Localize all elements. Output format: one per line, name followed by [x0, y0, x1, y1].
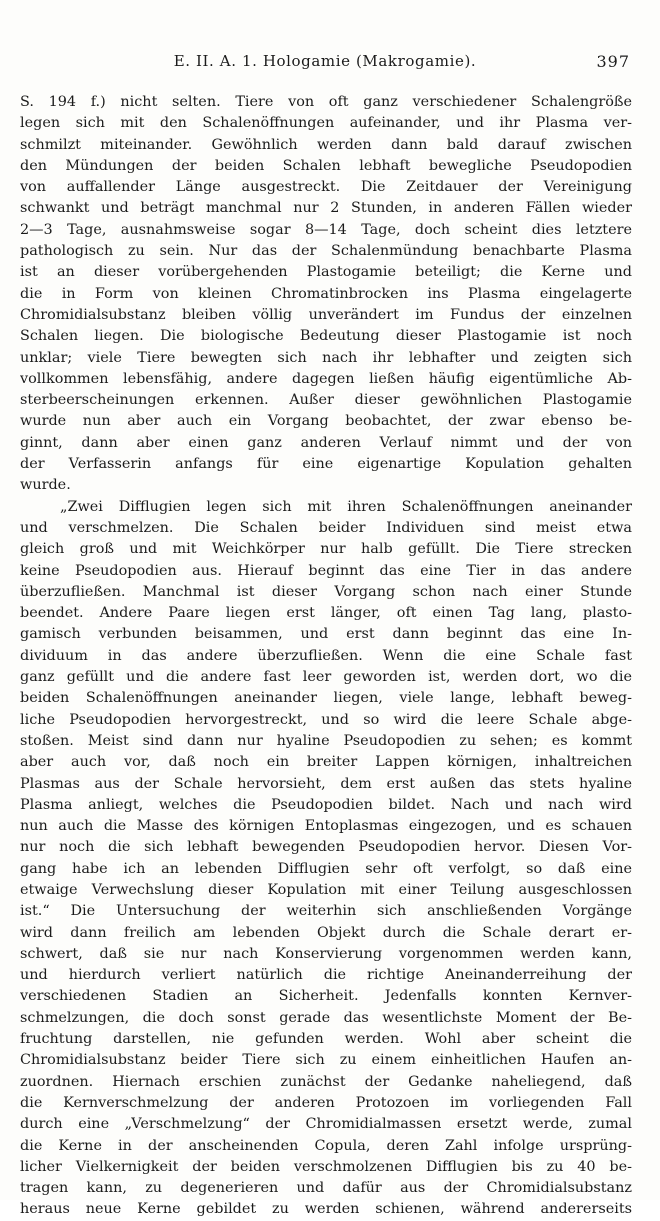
text-line: wurde nun aber auch ein Vorgang beobachtet, der zwar ebenso be- [20, 413, 632, 430]
text-line: heraus neue Kerne gebildet zu werden schienen, während andererseits [20, 1201, 632, 1218]
page-number: 397 [596, 52, 630, 71]
text-line: unklar; viele Tiere bewegten sich nach ihr lebhafter und zeigten sich [20, 349, 632, 366]
text-line: durch eine „Verschmelzung“ der Chromidialmassen ersetzt werde, zumal [20, 1116, 632, 1133]
running-title: E. II. A. 1. Hologamie (Makrogamie). [173, 52, 477, 70]
text-line: liche Pseudopodien hervorgestreckt, und so wird die leere Schale abge- [20, 711, 632, 728]
text-line: S. 194 f.) nicht selten. Tiere von oft ganz verschiedener Schalengröße [20, 94, 632, 110]
text-line: stoßen. Meist sind dann nur hyaline Pseudopodien zu sehen; es kommt [20, 732, 632, 749]
text-line: die in Form von kleinen Chromatinbrocken ins Plasma eingelagerte [20, 285, 632, 302]
text-line: licher Vielkernigkeit der beiden verschmolzenen Difflugien bis zu 40 be- [20, 1158, 632, 1175]
text-line: legen sich mit den Schalenöffnungen aufeinander, und ihr Plasma ver- [20, 115, 632, 132]
text-line: ginnt, dann aber einen ganz anderen Verlauf nimmt und der von [20, 434, 632, 451]
text-line: und hierdurch verliert natürlich die richtige Aneinanderreihung der [20, 967, 632, 984]
text-line: verschiedenen Stadien an Sicherheit. Jedenfalls konnten Kernver- [20, 988, 632, 1005]
text-line: Schalen liegen. Die biologische Bedeutung dieser Plastogamie ist noch [20, 328, 632, 345]
page-header [20, 52, 630, 76]
text-line: schwert, daß sie nur nach Konservierung vorgenommen werden kann, [20, 945, 632, 962]
text-line: die Kernverschmelzung der anderen Protozoen im vorliegenden Fall [20, 1094, 632, 1111]
text-line: Chromidialsubstanz bleiben völlig unverändert im Fundus der einzelnen [20, 306, 632, 323]
text-line: gamisch verbunden beisammen, und erst dann beginnt das eine In- [20, 626, 632, 643]
text-line: gleich groß und mit Weichkörper nur halb gefüllt. Die Tiere strecken [20, 541, 632, 558]
text-line: schwankt und beträgt manchmal nur 2 Stunden, in anderen Fällen wieder [20, 200, 632, 217]
text-line: schmelzungen, die doch sonst gerade das wesentlichste Moment der Be- [20, 1009, 632, 1026]
text-line: keine Pseudopodien aus. Hierauf beginnt das eine Tier in das andere [20, 562, 632, 579]
text-line: schmilzt miteinander. Gewöhnlich werden dann bald darauf zwischen [20, 136, 632, 153]
text-line: tragen kann, zu degenerieren und dafür aus der Chromidialsubstanz [20, 1180, 632, 1197]
text-line: den Mündungen der beiden Schalen lebhaft bewegliche Pseudopodien [20, 157, 632, 174]
paragraph [20, 92, 632, 497]
text-line: aber auch vor, daß noch ein breiter Lappen körnigen, inhaltreichen [20, 754, 632, 771]
body-text [20, 92, 632, 1221]
text-line: ist.“ Die Untersuchung der weiterhin sich anschließenden Vorgänge [20, 903, 632, 920]
text-line: die Kerne in der anscheinenden Copula, deren Zahl infolge ursprüng- [20, 1137, 632, 1154]
text-line: „Zwei Difflugien legen sich mit ihren Schalenöffnungen aneinander [60, 498, 632, 515]
text-line: zuordnen. Hiernach erschien zunächst der Gedanke naheliegend, daß [20, 1073, 632, 1090]
text-line: Chromidialsubstanz beider Tiere sich zu einem einheitlichen Haufen an- [20, 1052, 632, 1069]
text-line: gang habe ich an lebenden Difflugien sehr oft verfolgt, so daß eine [20, 860, 632, 877]
text-line: fruchtung darstellen, nie gefunden werden. Wohl aber scheint die [20, 1031, 632, 1048]
text-line: von auffallender Länge ausgestreckt. Die Zeitdauer der Vereinigung [20, 179, 632, 196]
text-line: und verschmelzen. Die Schalen beider Individuen sind meist etwa [20, 519, 632, 536]
text-line: ganz gefüllt und die andere fast leer geworden ist, werden dort, wo die [20, 669, 632, 686]
paragraph [20, 497, 632, 1221]
text-line: nun auch die Masse des körnigen Entoplasmas eingezogen, und es schauen [20, 818, 632, 835]
text-line: Plasma anliegt, welches die Pseudopodien bildet. Nach und nach wird [20, 796, 632, 813]
text-line: nur noch die sich lebhaft bewegenden Pseudopodien hervor. Diesen Vor- [20, 839, 632, 856]
text-line: beiden Schalenöffnungen aneinander liegen, viele lange, lebhaft beweg- [20, 690, 632, 707]
text-line: Plasmas aus der Schale hervorsieht, dem erst außen das stets hyaline [20, 775, 632, 792]
text-line: etwaige Verwechslung dieser Kopulation mit einer Teilung ausgeschlossen [20, 881, 632, 898]
text-line: dividuum in das andere überzufließen. Wenn die eine Schale fast [20, 647, 632, 664]
text-line: wurde. [20, 477, 71, 494]
text-line: vollkommen lebensfähig, andere dagegen ließen häufig eigentümliche Ab- [20, 370, 632, 387]
text-line: wird dann freilich am lebenden Objekt durch die Schale derart er- [20, 924, 632, 941]
text-line: sterbeerscheinungen erkennen. Außer dieser gewöhnlichen Plastogamie [20, 392, 632, 409]
text-line: 2—3 Tage, ausnahmsweise sogar 8—14 Tage, doch scheint dies letztere [20, 221, 632, 238]
text-line: pathologisch zu sein. Nur das der Schalenmündung benachbarte Plasma [20, 243, 632, 260]
text-line: der Verfasserin anfangs für eine eigenartige Kopulation gehalten [20, 456, 632, 473]
text-line: ist an dieser vorübergehenden Plastogamie beteiligt; die Kerne und [20, 264, 632, 281]
text-line: überzufließen. Manchmal ist dieser Vorgang schon nach einer Stunde [20, 583, 632, 600]
text-line: beendet. Andere Paare liegen erst länger, oft einen Tag lang, plasto- [20, 605, 632, 622]
